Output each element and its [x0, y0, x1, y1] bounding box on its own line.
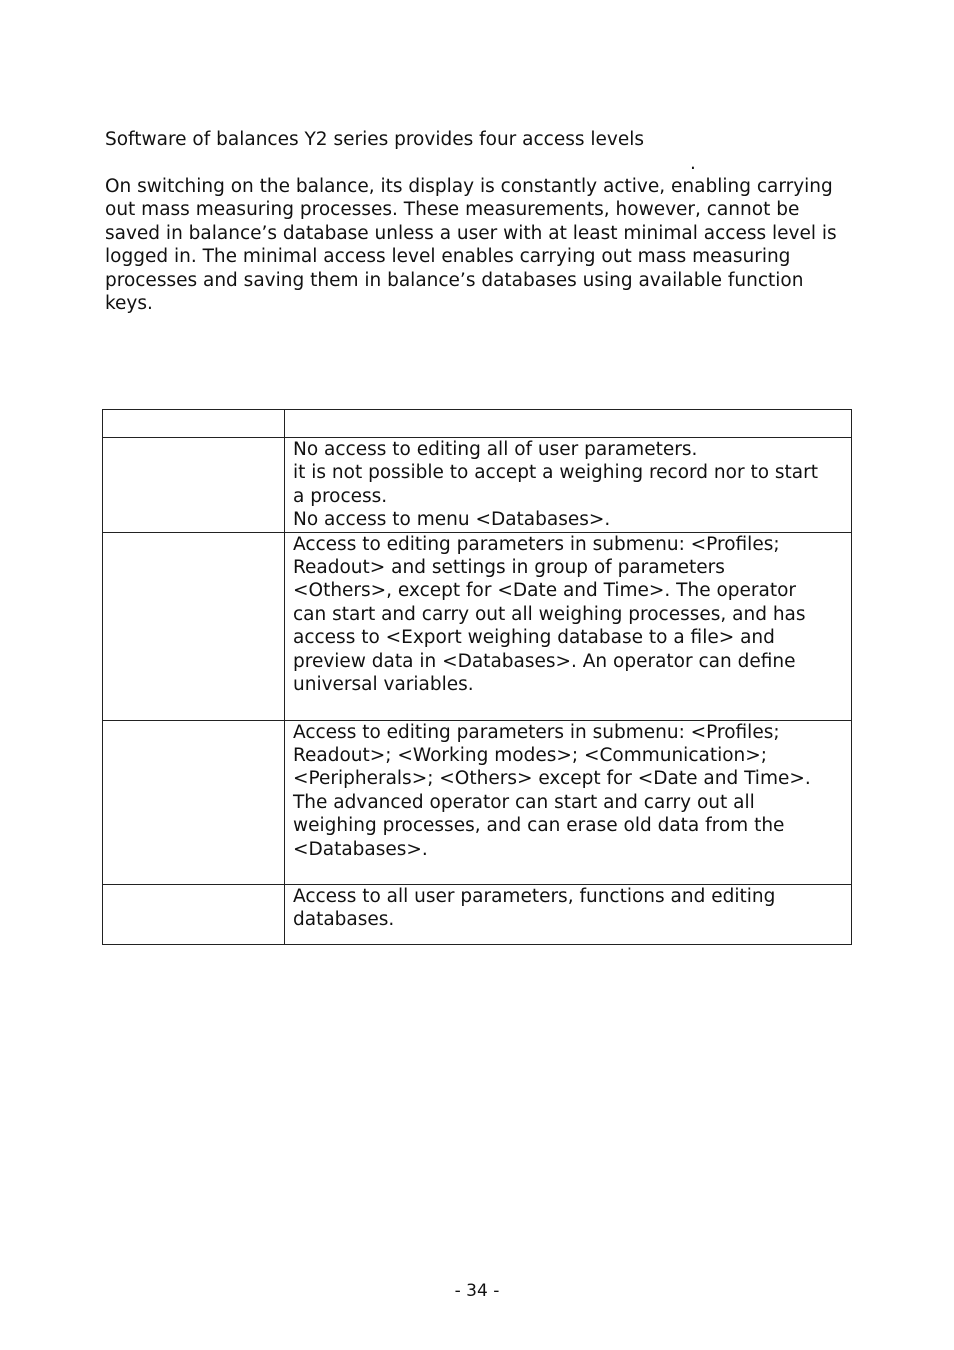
description-line: access to <Export weighing database to a file> and — [293, 627, 775, 649]
description-line: databases. — [293, 909, 395, 931]
access-level-cell — [103, 532, 285, 720]
table-row — [103, 438, 852, 533]
paragraph-line: keys. — [105, 293, 153, 315]
paragraph-line: On switching on the balance, its display is constantly active, enabling carrying — [105, 176, 833, 197]
description-line: can start and carry out all weighing processes, and has — [293, 603, 806, 625]
access-levels-table — [102, 409, 852, 945]
paragraph-line: out mass measuring processes. These measurements, however, cannot be — [105, 199, 800, 221]
description-line: Access to editing parameters in submenu: <Profiles; — [293, 721, 780, 743]
description-line: <Others>, except for <Date and Time>. The operator — [293, 580, 797, 602]
access-description-cell — [285, 884, 852, 944]
description-line: The advanced operator can start and carry out all — [293, 791, 755, 813]
access-description-cell — [285, 532, 852, 720]
description-line: No access to menu <Databases>. — [293, 509, 611, 531]
page-number: - 34 - — [454, 1281, 500, 1301]
access-description-cell — [285, 438, 852, 533]
description-line: preview data in <Databases>. An operator can define — [293, 650, 796, 672]
description-line: universal variables. — [293, 674, 474, 696]
paragraph-line: saved in balance’s database unless a user with at least minimal access level is — [105, 222, 837, 244]
description-line: Access to all user parameters, functions and editing — [293, 885, 776, 907]
table-row — [103, 532, 852, 720]
paragraph-line: logged in. The minimal access level enables carrying out mass measuring — [105, 246, 791, 268]
description-line: <Peripherals>; <Others> except for <Date and Time>. — [293, 768, 811, 790]
description-line: a process. — [293, 485, 388, 507]
stray-mark: . — [690, 153, 696, 174]
table-header-row — [103, 410, 852, 438]
access-paragraph — [105, 175, 875, 315]
description-line: <Databases>. — [293, 838, 428, 860]
table-row — [103, 884, 852, 944]
access-level-cell — [103, 884, 285, 944]
description-line: weighing processes, and can erase old data from the — [293, 815, 785, 837]
description-line: Readout> and settings in group of parameters — [293, 557, 725, 579]
access-description-cell — [285, 720, 852, 884]
intro-sentence: Software of balances Y2 series provides four access levels — [105, 129, 645, 150]
description-line: it is not possible to accept a weighing record nor to start — [293, 462, 819, 484]
description-line: No access to editing all of user parameters. — [293, 439, 698, 460]
table-row — [103, 720, 852, 884]
description-line: Readout>; <Working modes>; <Communication>; — [293, 745, 767, 767]
access-level-cell — [103, 438, 285, 533]
access-level-cell — [103, 720, 285, 884]
description-line: Access to editing parameters in submenu: <Profiles; — [293, 533, 780, 555]
header-cell-description — [285, 410, 852, 438]
header-cell-level — [103, 410, 285, 438]
paragraph-line: processes and saving them in balance’s databases using available function — [105, 269, 804, 291]
